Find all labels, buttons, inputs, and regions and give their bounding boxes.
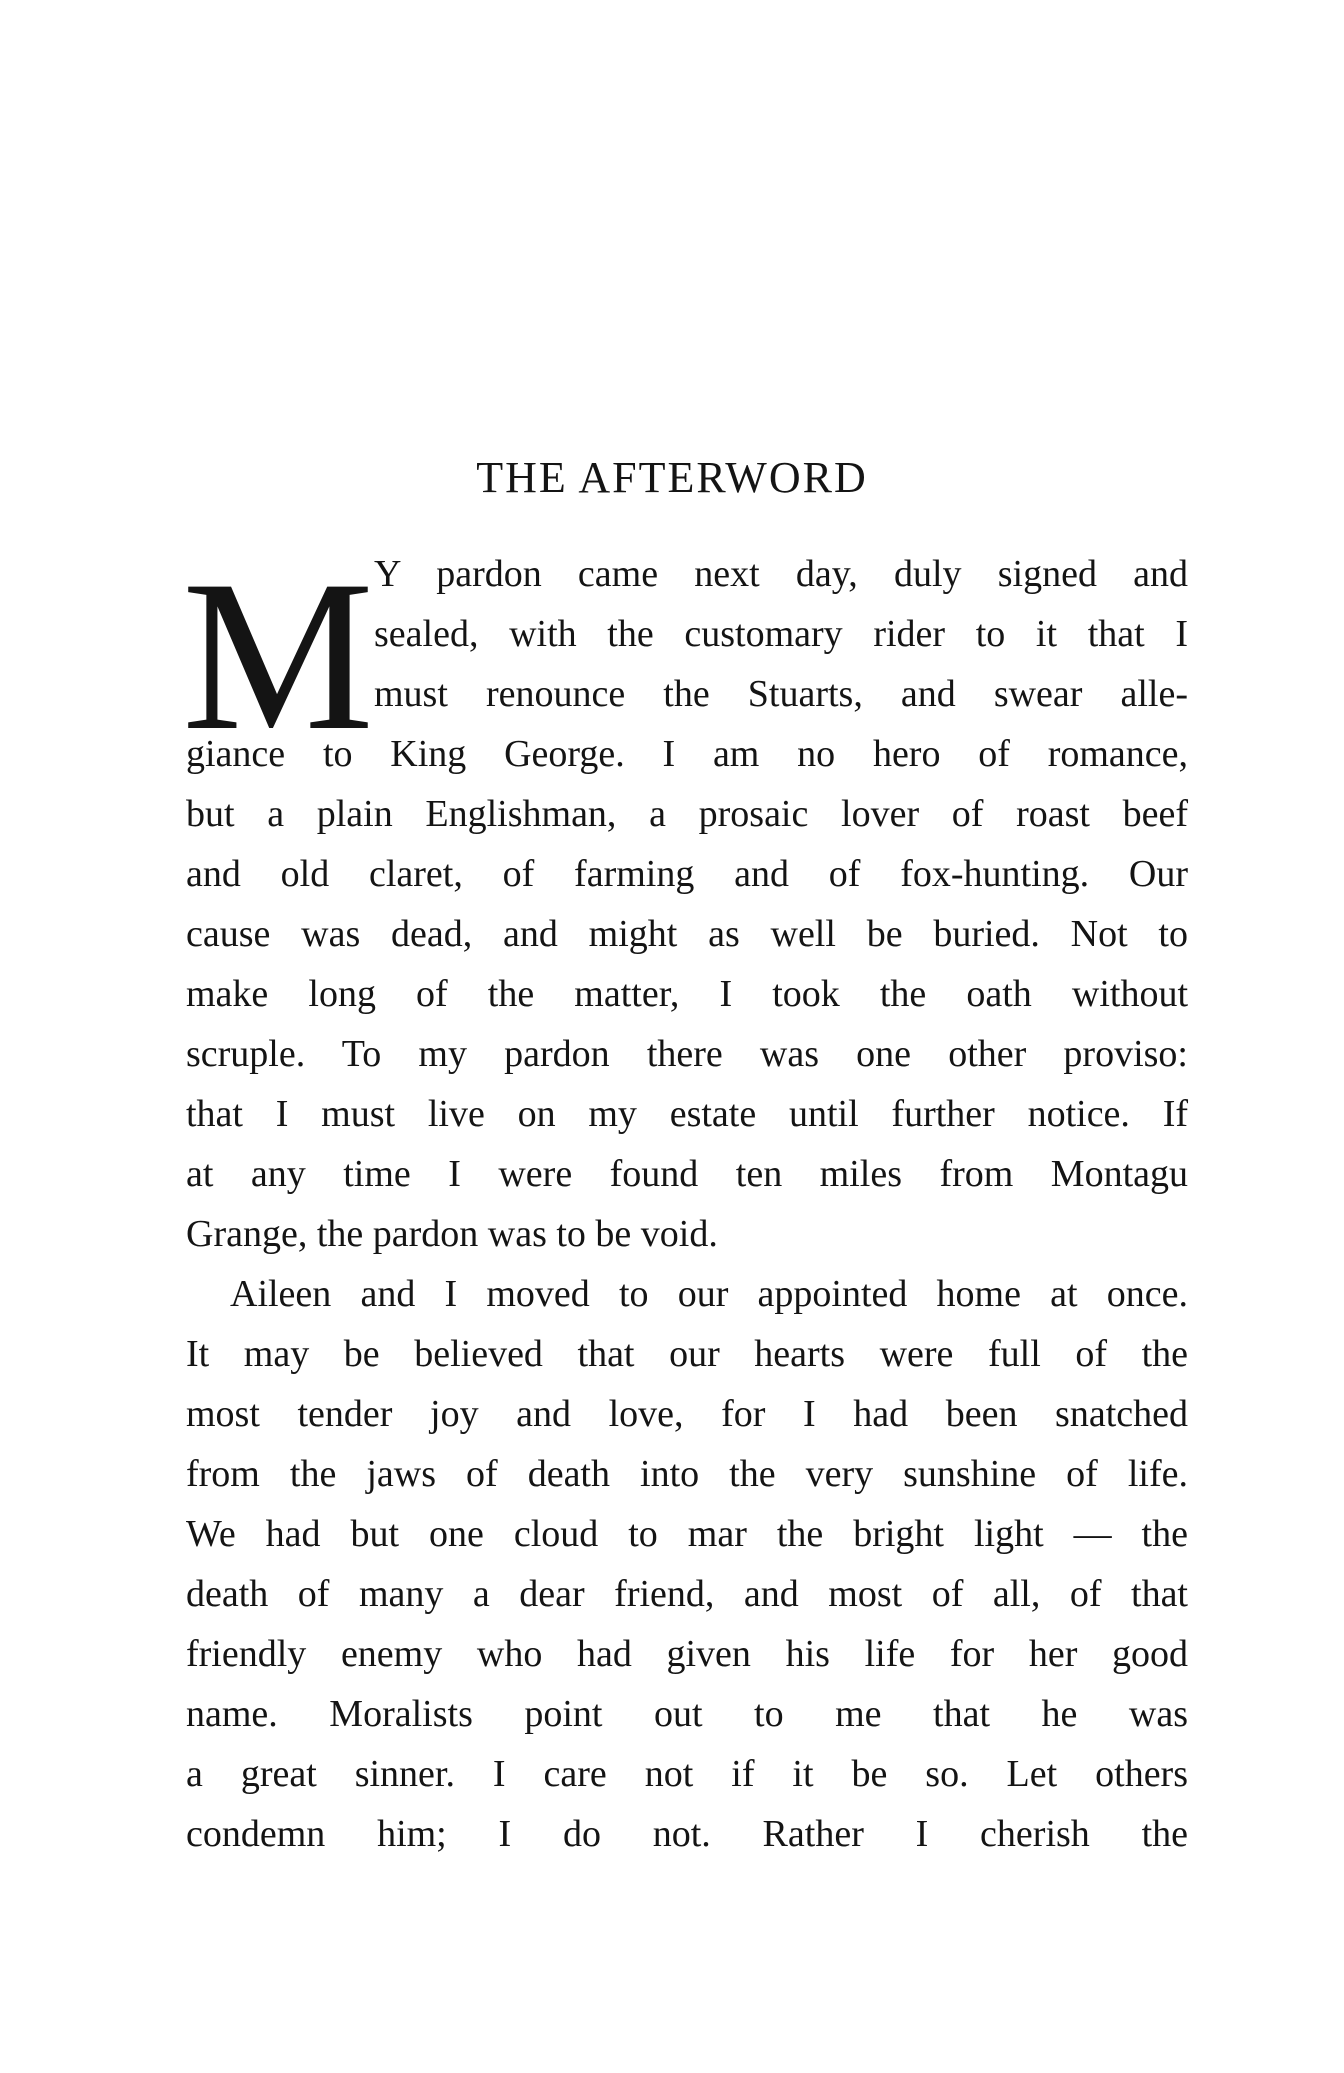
text-line: It may be believed that our hearts were full of the: [186, 1333, 1188, 1375]
text-line: friendly enemy who had given his life for her good: [186, 1633, 1188, 1675]
text-line: at any time I were found ten miles from Montagu: [186, 1153, 1188, 1195]
text-line: cause was dead, and might as well be buried. Not to: [186, 913, 1188, 955]
text-line: that I must live on my estate until further notice. If: [186, 1093, 1188, 1135]
text-line: but a plain Englishman, a prosaic lover of roast beef: [186, 793, 1188, 835]
text-line: from the jaws of death into the very sunshine of life.: [186, 1453, 1188, 1495]
text-line: Y pardon came next day, duly signed and: [374, 553, 1188, 595]
text-line: scruple. To my pardon there was one other proviso:: [186, 1033, 1188, 1075]
text-line: make long of the matter, I took the oath without: [186, 973, 1188, 1015]
text-line: condemn him; I do not. Rather I cherish the: [186, 1813, 1188, 1855]
text-line: a great sinner. I care not if it be so. Let others: [186, 1753, 1188, 1795]
text-line: Aileen and I moved to our appointed home at once.: [230, 1273, 1188, 1315]
chapter-title: THE AFTERWORD: [476, 453, 868, 502]
text-line: We had but one cloud to mar the bright light — the: [186, 1513, 1188, 1555]
text-line: death of many a dear friend, and most of all, of that: [186, 1573, 1188, 1615]
drop-cap: M: [182, 536, 375, 775]
text-line: giance to King George. I am no hero of romance,: [186, 733, 1188, 775]
text-line: Grange, the pardon was to be void.: [186, 1213, 718, 1255]
text-line: must renounce the Stuarts, and swear alle-: [374, 673, 1188, 715]
text-line: sealed, with the customary rider to it that I: [374, 613, 1188, 655]
text-line: and old claret, of farming and of fox-hunting. Our: [186, 853, 1188, 895]
text-line: most tender joy and love, for I had been snatched: [186, 1393, 1188, 1435]
text-line: name. Moralists point out to me that he was: [186, 1693, 1188, 1735]
